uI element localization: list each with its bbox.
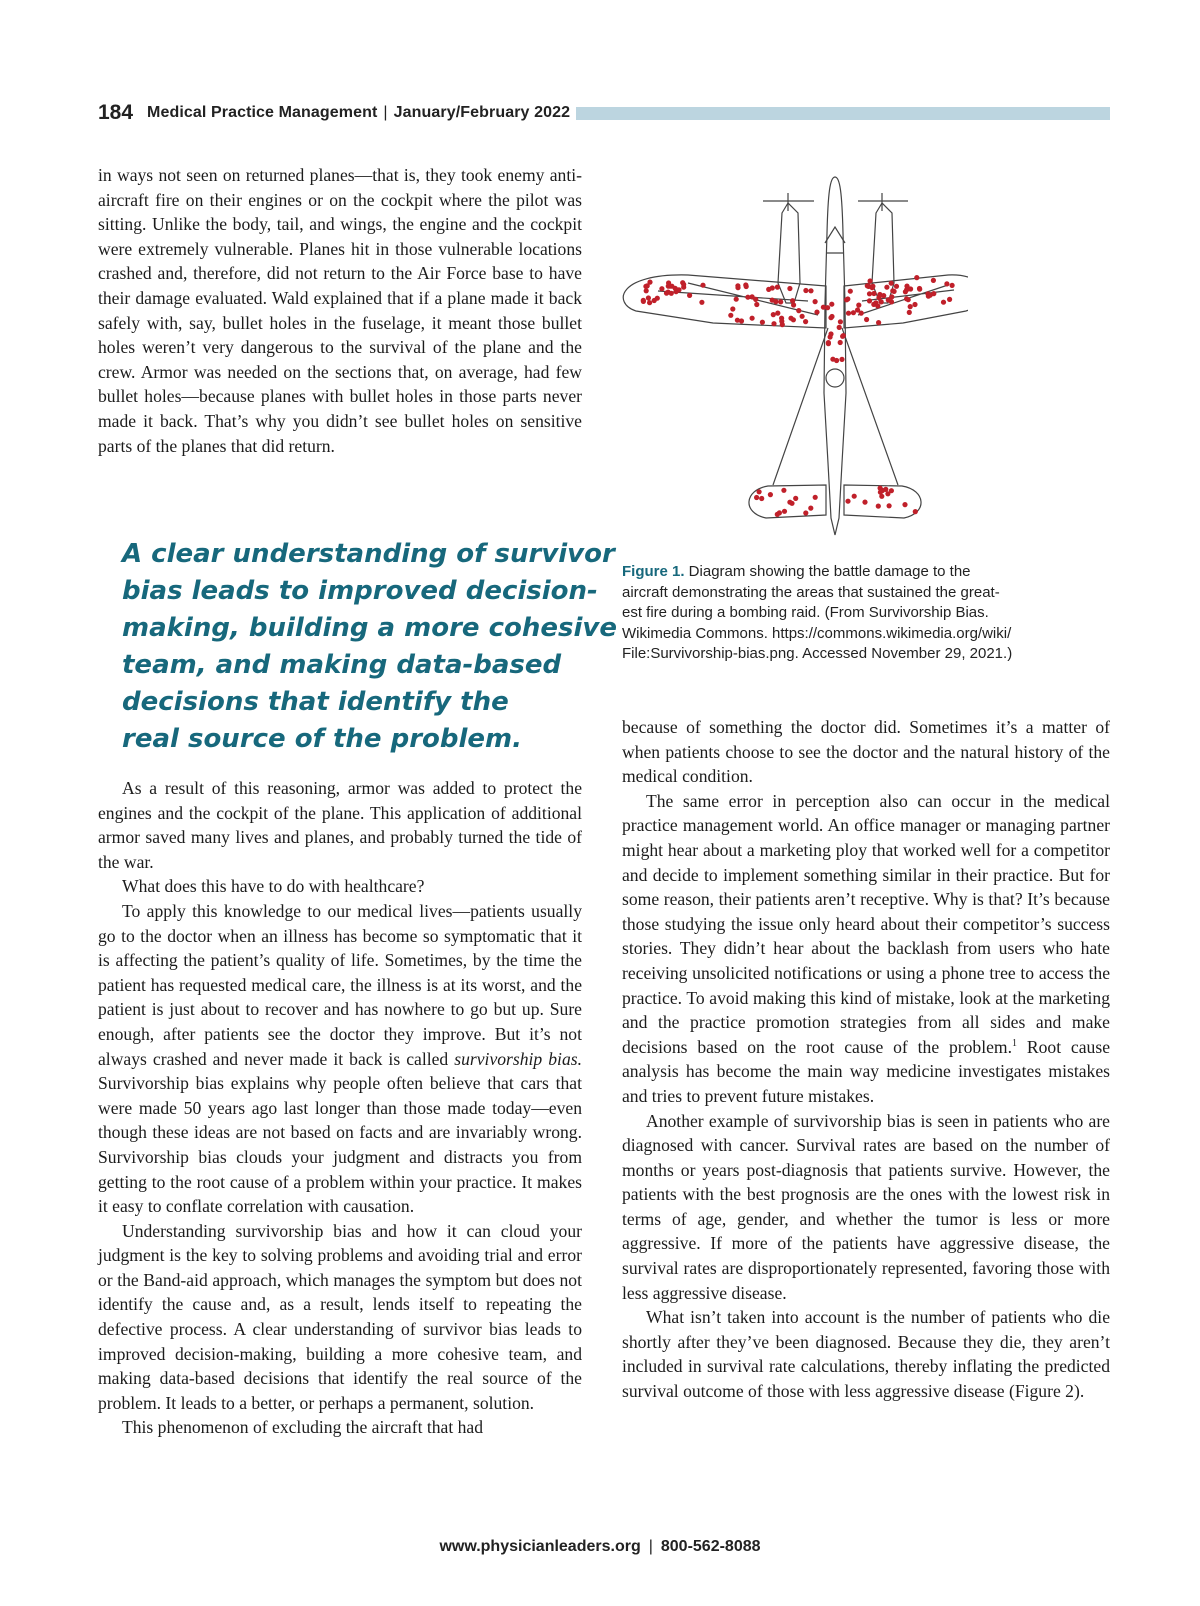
pull-quote-line: decisions that identify the: [122, 687, 509, 717]
bullet-hole: [871, 291, 876, 296]
bullet-hole: [826, 340, 831, 345]
guide-lines: [773, 328, 898, 485]
bullet-hole: [803, 288, 808, 293]
bullet-hole: [944, 281, 949, 286]
bullet-hole: [652, 298, 657, 303]
bullet-hole: [728, 313, 733, 318]
bullet-hole: [848, 289, 853, 294]
bullet-hole: [913, 509, 918, 514]
bullet-hole: [790, 298, 795, 303]
bullet-hole: [775, 311, 780, 316]
caption-line: Wikimedia Commons. https://commons.wikimedia.org/wiki/: [622, 624, 1012, 642]
bullet-hole: [876, 320, 881, 325]
bullet-hole: [754, 302, 759, 307]
bullet-hole: [757, 489, 762, 494]
pull-quote-line: team, and making data-based: [122, 650, 562, 680]
bullet-hole: [813, 495, 818, 500]
bullet-hole: [864, 317, 869, 322]
text-run: crashed and never made it back is called: [152, 1048, 455, 1069]
bullet-hole: [770, 285, 775, 290]
bullet-hole: [645, 283, 650, 288]
pull-quote: [122, 536, 617, 758]
bullet-hole: [681, 285, 686, 290]
text-run: The same error in perception also can occur in the medical practice management world. An office manager or managing partner might hear about a marketing ploy that worked well for a competitor and decide to implement something similar in their practice. But for some reason, their patients aren’t receptive. Why is that? It’s because those studying the issue only heard about their competitor’s success stories. They didn’t hear about the backlash from users who hate receiving unsolicited notifications or using a phone tree to access the practice. To avoid making this kind of mistake, look at the marketing and the practice promotion strategies from all sides and make decisions based on the root cause of the problem.: [622, 790, 1110, 1057]
bullet-hole-group: [641, 275, 955, 517]
aircraft-outline: [623, 177, 968, 535]
bullet-hole: [778, 299, 783, 304]
bullet-hole: [676, 287, 681, 292]
text-run: Root cause analysis has become the main way medicine investigates mistakes and tries to prevent future mistakes.: [622, 1036, 1110, 1106]
bullet-hole: [699, 300, 704, 305]
figure-label: Figure 1.: [622, 563, 685, 580]
bullet-hole: [825, 305, 830, 310]
bullet-hole: [904, 284, 909, 289]
pull-quote-line: making, building a more cohesive: [122, 613, 617, 643]
header-rule-bar: [576, 107, 1110, 120]
journal-title: [147, 104, 570, 122]
bullet-hole: [771, 312, 776, 317]
bullet-hole: [867, 298, 872, 303]
bullet-hole: [846, 311, 851, 316]
bullet-hole: [644, 288, 649, 293]
header-separator: |: [383, 104, 388, 121]
bullet-hole: [782, 509, 787, 514]
bullet-hole: [753, 297, 758, 302]
bullet-hole: [730, 306, 735, 311]
body-paragraph: [622, 789, 1110, 1109]
bullet-hole: [641, 299, 646, 304]
bullet-hole: [928, 293, 933, 298]
bullet-hole: [947, 297, 952, 302]
bullet-hole: [796, 308, 801, 313]
phone: 800-562-8088: [660, 1538, 761, 1555]
bullet-hole: [917, 287, 922, 292]
journal-name: Medical Practice Management: [147, 104, 378, 121]
body-paragraph: Understanding survivorship bias and how it can cloud your judgment is the key to solving problems and avoiding trial and error or the Band-aid approach, which manages the symptom but does not identify the cause and, as a result, lends itself to repeating the defective process. A clear understanding of survivor bias leads to improved decision-making, building a more cohesive team, and making data-based decisions that identify the real source of the problem. It leads to a better, or perhaps a permanent, solution.: [98, 1220, 582, 1413]
cockpit: [825, 227, 845, 253]
caption-line: [622, 562, 1077, 583]
bullet-hole: [803, 510, 808, 515]
body-paragraph: What isn’t taken into account is the number of patients who die shortly after they’ve been diagnosed. Because they die, they aren’t included in survival rate calculations, thereby inflating the predicted survival outcome of those with less aggressive disease (Figure 2).: [622, 1307, 1110, 1402]
caption-line: File:Survivorship-bias.png. Accessed November 29, 2021.): [622, 645, 1013, 663]
bullet-hole: [851, 310, 856, 315]
turret: [826, 369, 844, 387]
bullet-hole: [814, 310, 819, 315]
bullet-hole: [868, 278, 873, 283]
bullet-hole: [834, 358, 839, 363]
bullet-hole: [768, 492, 773, 497]
tail-plane: [749, 485, 921, 518]
text-run: Survivorship bias explains why people often believe that cars that were made 50 years ago last longer than those made today—even though these ideas are not based on facts and are invariably wrong. Survivorship bias clouds your judgment and distracts you from getting to the root cause of a problem within your practice. It makes it easy to conflate correlation with causation.: [98, 1073, 582, 1217]
bullet-hole: [931, 278, 936, 283]
right-column: [622, 715, 1110, 1404]
bullet-hole: [884, 285, 889, 290]
bullet-hole: [666, 280, 671, 285]
bullet-hole: [780, 322, 785, 327]
footer-separator: |: [648, 1538, 653, 1555]
bullet-hole: [771, 321, 776, 326]
bullet-hole: [838, 340, 843, 345]
bullet-hole: [687, 293, 692, 298]
fuselage: [824, 177, 846, 535]
issue-date: January/February 2022: [393, 104, 571, 121]
bullet-hole: [862, 500, 867, 505]
bullet-hole: [859, 311, 864, 316]
bullet-hole: [912, 302, 917, 307]
bullet-hole: [870, 284, 875, 289]
bullet-hole: [879, 299, 884, 304]
body-paragraph: This phenomenon of excluding the aircraft that had: [122, 1417, 484, 1438]
bullet-hole: [659, 286, 664, 291]
body-paragraph: As a result of this reasoning, armor was added to protect the engines and the cockpit of the plane. This application of additional armor saved many lives and planes, and probably turned the tide of the war.: [98, 778, 582, 872]
bullet-hole: [889, 488, 894, 493]
text-run: To apply this knowledge to our medical lives—patients usually go to the doctor when an illness has become so symptomatic that it is affecting the patient’s quality of life. Sometimes, by the time the patient has requested medical care, the illness is at its worst, and the patient is just about to recover and has nowhere to go but up. Sure enough, after patients see the doctor they improve. But it’s not always: [98, 900, 582, 1069]
page-footer: [0, 1538, 1200, 1556]
bullet-hole: [903, 289, 908, 294]
bullet-hole: [844, 297, 849, 302]
bullet-hole: [889, 281, 894, 286]
bullet-hole: [906, 297, 911, 302]
caption-text: Diagram showing the battle damage to the: [684, 563, 971, 580]
caption-line: aircraft demonstrating the areas that sustained the great-: [622, 583, 1000, 601]
bullet-hole: [902, 502, 907, 507]
bullet-hole: [770, 298, 775, 303]
bullet-hole: [876, 504, 881, 509]
bullet-hole: [808, 288, 813, 293]
bullet-hole: [886, 297, 891, 302]
bullet-hole: [813, 299, 818, 304]
bullet-hole: [856, 303, 861, 308]
bullet-hole: [950, 283, 955, 288]
bullet-hole: [881, 293, 886, 298]
aircraft-damage-diagram: [618, 163, 968, 548]
bullet-hole: [775, 285, 780, 290]
bullet-hole: [750, 316, 755, 321]
body-paragraph: What does this have to do with healthcare?: [122, 876, 425, 897]
bullet-hole: [892, 289, 897, 294]
bullet-hole: [787, 500, 792, 505]
caption-line: est fire during a bombing raid. (From Survivorship Bias.: [622, 604, 989, 622]
bullet-hole: [788, 316, 793, 321]
bullet-hole: [800, 314, 805, 319]
bullet-hole: [852, 494, 857, 499]
bullet-hole: [793, 496, 798, 501]
right-propeller: [858, 193, 908, 211]
bullet-hole: [781, 488, 786, 493]
bullet-hole: [867, 291, 872, 296]
bullet-hole: [760, 320, 765, 325]
bullet-hole: [914, 275, 919, 280]
bullet-hole: [775, 512, 780, 517]
bullet-hole: [735, 285, 740, 290]
left-column-bottom: [98, 776, 582, 1440]
body-paragraph: [98, 899, 582, 1219]
bullet-hole: [894, 284, 899, 289]
bullet-hole: [646, 295, 651, 300]
bullet-hole: [734, 297, 739, 302]
bullet-hole: [841, 333, 846, 338]
bullet-hole: [845, 499, 850, 504]
bullet-hole: [887, 503, 892, 508]
bullet-hole: [803, 319, 808, 324]
pull-quote-line: real source of the problem.: [122, 724, 523, 754]
bullet-hole: [829, 314, 834, 319]
left-propeller: [763, 193, 814, 211]
bullet-hole: [808, 506, 813, 511]
bullet-hole: [759, 496, 764, 501]
bullet-hole: [647, 300, 652, 305]
bullet-hole: [907, 310, 912, 315]
bullet-hole: [754, 495, 759, 500]
body-paragraph: in ways not seen on returned planes—that is, they took enemy anti-aircraft fire on their engines or on the cockpit where the pilot was sitting. Unlike the body, tail, and wings, the engine and the cockpit were extremely vulnerable. Planes hit in those vulnerable locations crashed and, therefore, did not return to the Air Force base to have their damage evaluated. Wald explained that if a plane made it back safely with, say, bullet holes in the fuselage, it meant those bullet holes weren’t very dangerous to the survival of the plane and the crew. Armor was needed on the sections that, on average, had few bullet holes—because planes with bullet holes in those parts never made it back. That’s why you didn’t see bullet holes on sensitive parts of the planes that did return.: [98, 165, 582, 456]
figure-caption: [622, 562, 1077, 665]
bullet-hole: [739, 318, 744, 323]
bullet-hole: [787, 286, 792, 291]
bullet-hole: [745, 295, 750, 300]
bullet-hole: [875, 303, 880, 308]
bullet-hole: [829, 302, 834, 307]
bullet-hole: [838, 319, 843, 324]
bullet-hole: [941, 300, 946, 305]
bullet-hole: [664, 291, 669, 296]
bullet-hole: [839, 357, 844, 362]
bullet-hole: [743, 282, 748, 287]
bullet-hole: [837, 325, 842, 330]
body-paragraph: because of something the doctor did. Sometimes it’s a matter of when patients choose to see the doctor and the natural history of the medical condition.: [622, 717, 1110, 787]
bullet-hole: [879, 494, 884, 499]
bullet-hole: [878, 486, 883, 491]
italic-term: survivorship bias.: [454, 1048, 582, 1069]
footnote-ref: 1: [1012, 1037, 1018, 1049]
page-number: 184: [98, 101, 134, 124]
pull-quote-line: A clear understanding of survivor: [122, 539, 615, 569]
website: www.physicianleaders.org: [439, 1538, 641, 1555]
left-column-top: [98, 163, 582, 458]
pull-quote-line: bias leads to improved decision-: [122, 576, 598, 606]
bullet-hole: [908, 304, 913, 309]
right-engine: [872, 203, 894, 303]
bullet-hole: [828, 331, 833, 336]
bullet-hole: [700, 283, 705, 288]
bullet-hole: [791, 302, 796, 307]
running-header: [98, 101, 1110, 125]
body-paragraph: Another example of survivorship bias is seen in patients who are diagnosed with cancer. Survival rates are based on the number of months or years post-diagnosis that patients survive. However, the patients with the best prognosis are the ones with the lowest risk in terms of age, gender, and whether the tumor is less or more aggressive. If more of the patients have aggressive disease, the survival rates are disproportionately represented, favoring those with less aggressive disease.: [622, 1110, 1110, 1303]
